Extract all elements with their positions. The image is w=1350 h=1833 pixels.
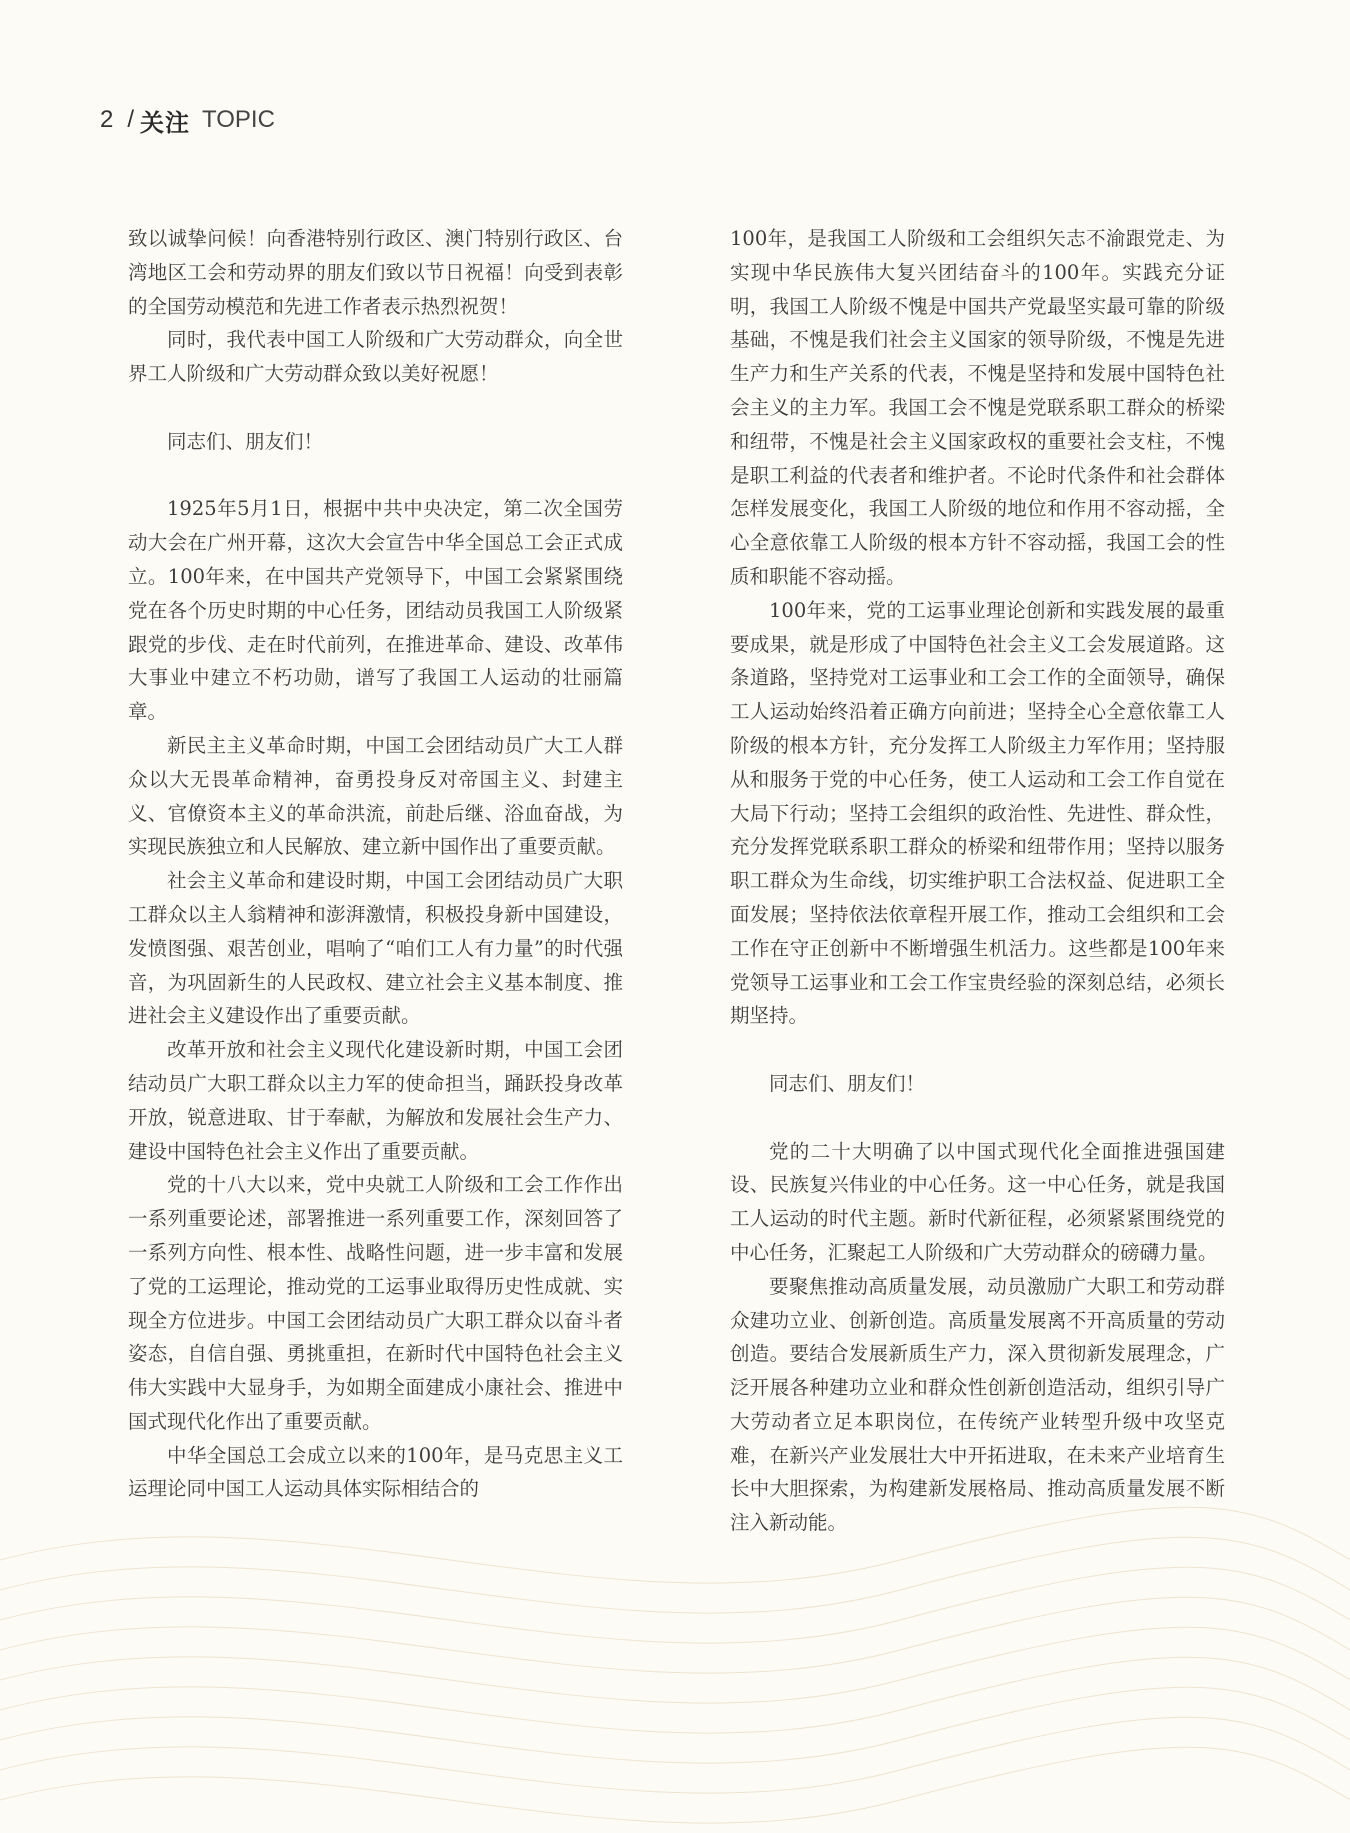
left-text-column	[128, 222, 623, 1506]
page-header	[100, 100, 275, 140]
paragraph: 党的二十大明确了以中国式现代化全面推进强国建设、民族复兴伟业的中心任务。这一中心任务，就是我国工人运动的时代主题。新时代新征程，必须紧紧围绕党的中心任务，汇聚起工人阶级和广大劳动群众的磅礴力量。	[730, 1139, 1225, 1264]
paragraph: 社会主义革命和建设时期，中国工会团结动员广大职工群众以主人翁精神和澎湃激情，积极投身新中国建设，发愤图强、艰苦创业，唱响了“咱们工人有力量”的时代强音，为巩固新生的人民政权、建立社会主义基本制度、推进社会主义建设作出了重要贡献。	[128, 869, 623, 1028]
right-text-column	[730, 222, 1225, 1540]
header-separator: /	[127, 106, 135, 133]
paragraph: 改革开放和社会主义现代化建设新时期，中国工会团结动员广大职工群众以主力军的使命担当，踊跃投身改革开放，锐意进取、甘于奉献，为解放和发展社会生产力、建设中国特色社会主义作出了重要贡献。	[128, 1038, 623, 1163]
paragraph: 100年来，党的工运事业理论创新和实践发展的最重要成果，就是形成了中国特色社会主义工会发展道路。这条道路，坚持党对工运事业和工会工作的全面领导，确保工人运动始终沿着正确方向前进；坚持全心全意依靠工人阶级的根本方针，充分发挥工人阶级主力军作用；坚持服从和服务于党的中心任务，使工人运动和工会工作自觉在大局下行动；坚持工会组织的政治性、先进性、群众性，充分发挥党联系职工群众的桥梁和纽带作用；坚持以服务职工群众为生命线，切实维护职工合法权益、促进职工全面发展；坚持依法依章程开展工作，推动工会组织和工会工作在守正创新中不断增强生机活力。这些都是100年来党领导工运事业和工会工作宝贵经验的深刻总结，必须长期坚持。	[730, 598, 1225, 1028]
section-title-cn: 关注	[140, 108, 191, 137]
paragraph: 100年，是我国工人阶级和工会组织矢志不渝跟党走、为实现中华民族伟大复兴团结奋斗的100年。实践充分证明，我国工人阶级不愧是中国共产党最坚实最可靠的阶级基础，不愧是我们社会主义国家的领导阶级，不愧是先进生产力和生产关系的代表，不愧是坚持和发展中国特色社会主义的主力军。我国工会不愧是党联系职工群众的桥梁和纽带，不愧是社会主义国家政权的重要社会支柱，不愧是职工利益的代表者和维护者。不论时代条件和社会群体怎样发展变化，我国工人阶级的地位和作用不容动摇，全心全意依靠工人阶级的根本方针不容动摇，我国工会的性质和职能不容动摇。	[730, 227, 1225, 588]
paragraph: 致以诚挚问候！向香港特别行政区、澳门特别行政区、台湾地区工会和劳动界的朋友们致以节日祝福！向受到表彰的全国劳动模范和先进工作者表示热烈祝贺！	[128, 227, 623, 318]
section-title-en: TOPIC	[202, 106, 275, 133]
paragraph: 同时，我代表中国工人阶级和广大劳动群众，向全世界工人阶级和广大劳动群众致以美好祝愿！	[128, 328, 623, 386]
paragraph: 1925年5月1日，根据中共中央决定，第二次全国劳动大会在广州开幕，这次大会宣告中华全国总工会正式成立。100年来，在中国共产党领导下，中国工会紧紧围绕党在各个历史时期的中心任务，团结动员我国工人阶级紧跟党的步伐、走在时代前列，在推进革命、建设、改革伟大事业中建立不朽功勋，谱写了我国工人运动的壮丽篇章。	[128, 497, 623, 724]
salutation: 同志们、朋友们！	[167, 429, 324, 453]
page-number: 2	[100, 106, 114, 133]
paragraph: 党的十八大以来，党中央就工人阶级和工会工作作出一系列重要论述，部署推进一系列重要工作，深刻回答了一系列方向性、根本性、战略性问题，进一步丰富和发展了党的工运理论，推动党的工运事业取得历史性成就、实现全方位进步。中国工会团结动员广大职工群众以奋斗者姿态，自信自强、勇挑重担，在新时代中国特色社会主义伟大实践中大显身手，为如期全面建成小康社会、推进中国式现代化作出了重要贡献。	[128, 1173, 623, 1433]
paragraph: 中华全国总工会成立以来的100年，是马克思主义工运理论同中国工人运动具体实际相结合的	[128, 1443, 623, 1501]
paragraph: 要聚焦推动高质量发展，动员激励广大职工和劳动群众建功立业、创新创造。高质量发展离不开高质量的劳动创造。要结合发展新质生产力，深入贯彻新发展理念，广泛开展各种建功立业和群众性创新创造活动，组织引导广大劳动者立足本职岗位，在传统产业转型升级中攻坚克难，在新兴产业发展壮大中开拓进取，在未来产业培育生长中大胆探索，为构建新发展格局、推动高质量发展不断注入新动能。	[730, 1274, 1225, 1535]
paragraph: 新民主主义革命时期，中国工会团结动员广大工人群众以大无畏革命精神，奋勇投身反对帝国主义、封建主义、官僚资本主义的革命洪流，前赴后继、浴血奋战，为实现民族独立和人民解放、建立新中国作出了重要贡献。	[128, 733, 623, 859]
salutation: 同志们、朋友们！	[769, 1071, 926, 1095]
